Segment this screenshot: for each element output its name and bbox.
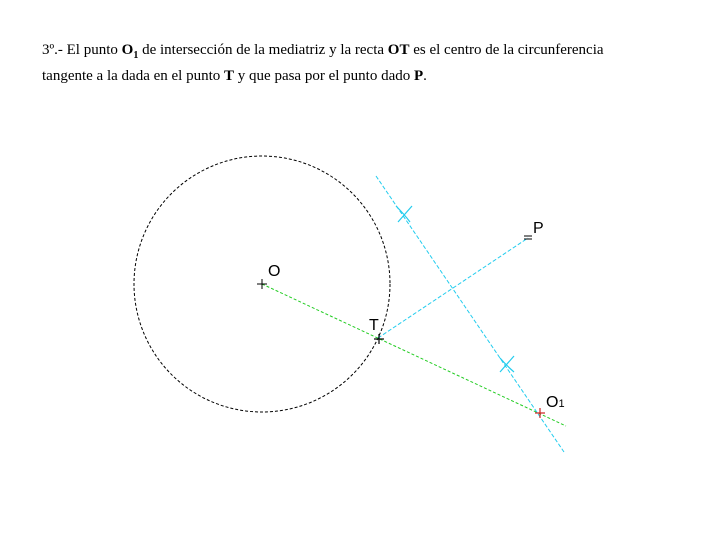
caption-text: es el centro de la circunferencia [409, 42, 604, 58]
caption-point-p: P [414, 68, 424, 84]
caption-text: de intersección de la mediatriz y la recta [138, 42, 388, 58]
point-o1-marker [535, 408, 545, 418]
label-t: T [369, 317, 379, 334]
label-o: O [268, 263, 281, 280]
caption-text: . [423, 68, 427, 84]
caption-point-o1: O [121, 42, 134, 58]
caption-text: 3º.- El punto [42, 42, 122, 58]
caption-text: tangente a la dada en el punto [42, 68, 225, 84]
line-ot [262, 284, 566, 426]
label-o1-letter: O [546, 394, 559, 411]
segment-tp [378, 238, 528, 338]
point-p-marker [524, 236, 532, 239]
caption-point-t: T [224, 68, 235, 84]
label-p: P [533, 220, 544, 237]
perpendicular-bisector [376, 176, 564, 452]
caption-point-o1-subscript: 1 [133, 50, 139, 61]
caption-text: y que pasa por el punto dado [234, 68, 414, 84]
label-o1-subscript: 1 [558, 398, 565, 410]
label-o1 [546, 394, 565, 411]
arc-intersection-mark-bottom [500, 356, 514, 372]
caption-line-ot: OT [387, 42, 410, 58]
arc-intersection-mark-top [396, 206, 412, 222]
point-o-marker [257, 279, 267, 289]
